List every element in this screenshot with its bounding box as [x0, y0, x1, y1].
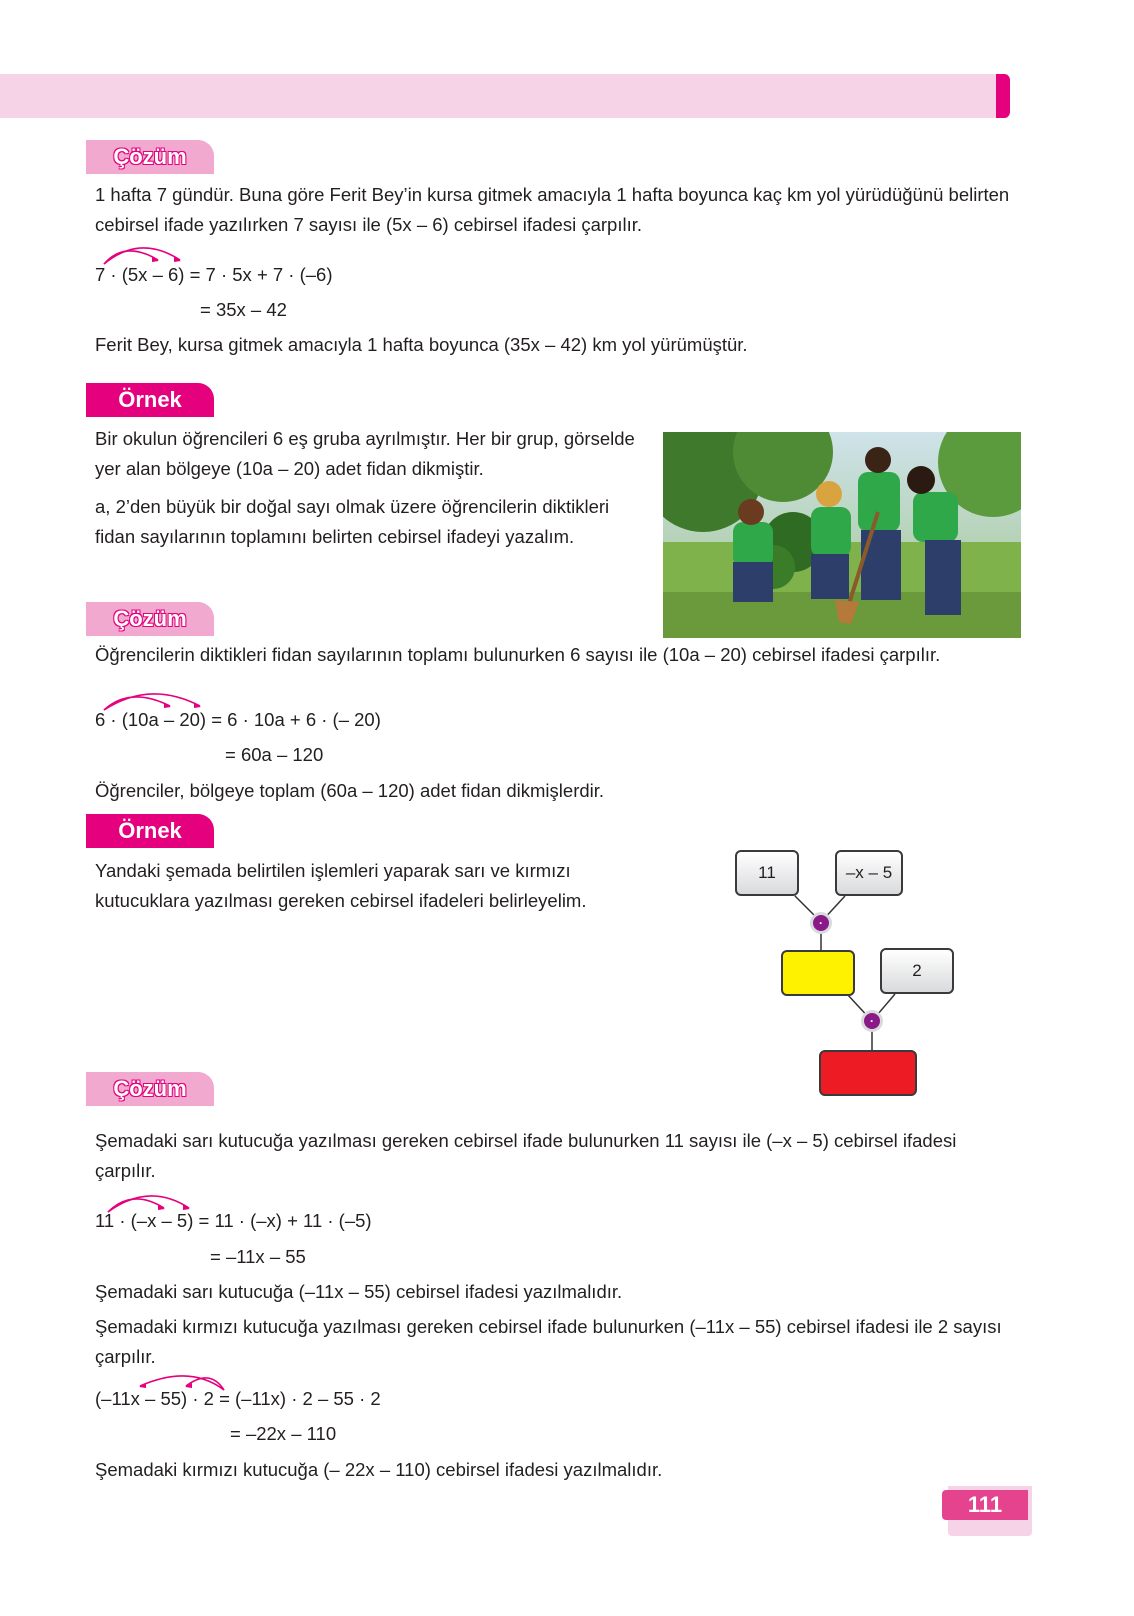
ornek-label: Örnek: [86, 814, 214, 848]
result-text: Şemadaki sarı kutucuğa (–11x – 55) cebirsel ifadesi yazılmalıdır.: [95, 1281, 623, 1302]
equation-line: = –11x – 55: [210, 1246, 306, 1267]
result-text: Şemadaki kırmızı kutucuğa (– 22x – 110) cebirsel ifadesi yazılmalıdır.: [95, 1459, 663, 1480]
equation-line: 7 · (5x – 6) = 7 · 5x + 7 · (–6): [95, 264, 333, 285]
multiply-operator-icon: ·: [810, 912, 832, 934]
equation-line: = 35x – 42: [200, 299, 287, 320]
equation-line: 11 · (–x – 5) = 11 · (–x) + 11 · (–5): [95, 1210, 372, 1231]
red-answer-box: [819, 1050, 917, 1096]
ornek-label: Örnek: [86, 383, 214, 417]
multiply-operator-icon: ·: [861, 1010, 883, 1032]
example-paragraph: a, 2’den büyük bir doğal sayı olmak üzere öğrencilerin diktikleri fidan sayılarının toplamını belirten cebirsel ifadeyi yazalım.: [95, 496, 610, 547]
result-text: Ferit Bey, kursa gitmek amacıyla 1 hafta boyunca (35x – 42) km yol yürümüştür.: [95, 334, 748, 355]
number-box: 2: [880, 948, 954, 994]
example-paragraph: Yandaki şemada belirtilen işlemleri yaparak sarı ve kırmızı kutucuklara yazılması gereken cebirsel ifadeleri belirleyelim.: [95, 860, 587, 911]
equation-line: = –22x – 110: [230, 1423, 337, 1444]
operation-diagram: [735, 850, 975, 1100]
result-text: Öğrenciler, bölgeye toplam (60a – 120) adet fidan dikmişlerdir.: [95, 780, 605, 801]
page-number: 111: [942, 1490, 1028, 1520]
equation-line: 6 · (10a – 20) = 6 · 10a + 6 · (– 20): [95, 709, 381, 730]
number-box: 11: [735, 850, 799, 896]
cozum-label: Çözüm: [86, 140, 214, 174]
header-band: [0, 74, 1008, 118]
cozum-label: Çözüm: [86, 602, 214, 636]
solution-paragraph: Şemadaki sarı kutucuğa yazılması gereken cebirsel ifade bulunurken 11 sayısı ile (–x – 5) cebirsel ifadesi çarpılır.: [95, 1130, 957, 1181]
expression-box: –x – 5: [835, 850, 903, 896]
yellow-answer-box: [781, 950, 855, 996]
cozum-label: Çözüm: [86, 1072, 214, 1106]
students-planting-photo: [663, 432, 1021, 638]
header-tab: [996, 74, 1010, 118]
solution-paragraph: 1 hafta 7 gündür. Buna göre Ferit Bey’in kursa gitmek amacıyla 1 hafta boyunca kaç km yol yürüdüğünü belirten cebirsel ifade yazılırken 7 sayısı ile (5x – 6) cebirsel ifadesi çarpılır.: [95, 184, 1010, 235]
example-paragraph: Bir okulun öğrencileri 6 eş gruba ayrılmıştır. Her bir grup, görselde yer alan bölgeye (10a – 20) adet fidan dikmiştir.: [95, 428, 635, 479]
solution-paragraph: Öğrencilerin diktikleri fidan sayılarının toplamı bulunurken 6 sayısı ile (10a – 20) cebirsel ifadesi çarpılır.: [95, 644, 941, 665]
equation-line: = 60a – 120: [225, 744, 324, 765]
equation-line: (–11x – 55) · 2 = (–11x) · 2 – 55 · 2: [95, 1388, 381, 1409]
solution-paragraph: Şemadaki kırmızı kutucuğa yazılması gereken cebirsel ifade bulunurken (–11x – 55) cebirsel ifadesi ile 2 sayısı çarpılır.: [95, 1316, 1002, 1367]
